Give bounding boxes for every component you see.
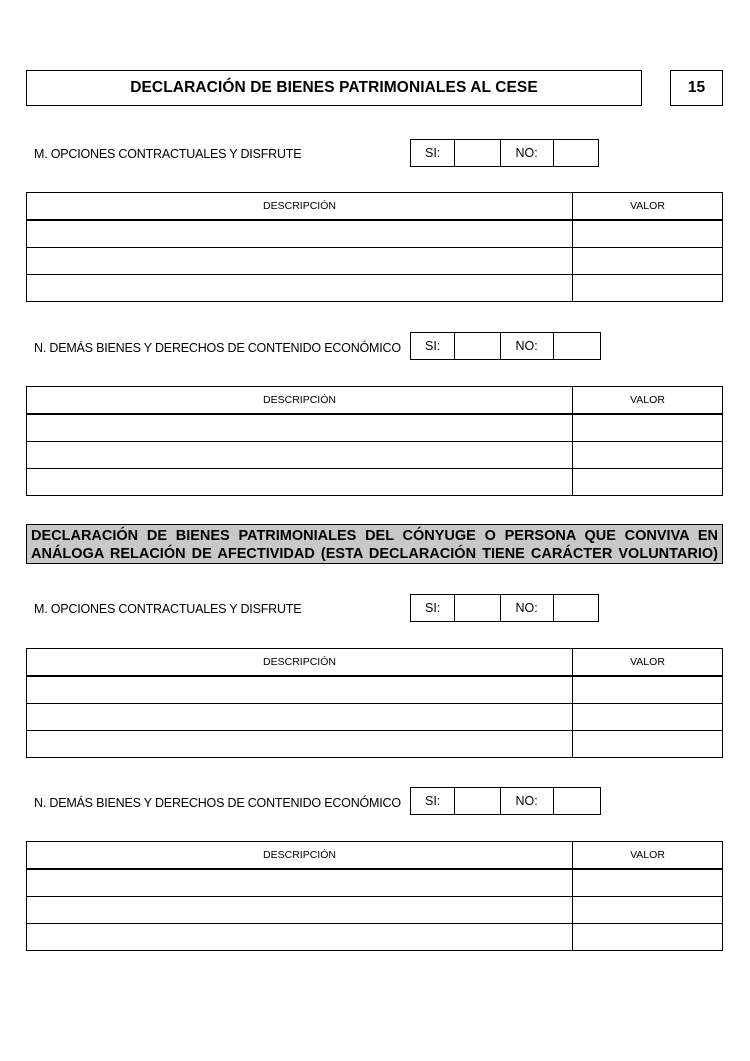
form-title: DECLARACIÓN DE BIENES PATRIMONIALES AL CESE <box>130 79 538 96</box>
descripcion-field[interactable] <box>27 731 573 757</box>
table-n-spouse <box>26 841 723 951</box>
col-valor: VALOR <box>630 849 665 861</box>
si-checkbox[interactable] <box>454 333 500 359</box>
valor-field[interactable] <box>573 275 722 301</box>
descripcion-field[interactable] <box>27 415 573 441</box>
no-checkbox[interactable] <box>553 595 598 621</box>
section-label-m-spouse: M. OPCIONES CONTRACTUALES Y DISFRUTE <box>34 602 302 616</box>
spouse-declaration-banner <box>26 524 723 564</box>
table-row <box>27 896 722 923</box>
section-label-n: N. DEMÁS BIENES Y DERECHOS DE CONTENIDO ECONÓMICO <box>34 341 401 355</box>
table-n <box>26 386 723 496</box>
page-number-box <box>670 70 723 106</box>
si-label: SI: <box>425 794 441 808</box>
col-descripcion: DESCRIPCIÓN <box>27 193 573 219</box>
table-m-spouse <box>26 648 723 758</box>
valor-field[interactable] <box>573 731 722 757</box>
descripcion-field[interactable] <box>27 221 573 247</box>
valor-field[interactable] <box>573 469 722 495</box>
valor-field[interactable] <box>573 870 722 896</box>
col-descripcion: DESCRIPCIÓN <box>27 842 573 868</box>
section-label-m: M. OPCIONES CONTRACTUALES Y DISFRUTE <box>34 147 302 161</box>
col-valor: VALOR <box>630 200 665 212</box>
table-m <box>26 192 723 302</box>
descripcion-field[interactable] <box>27 924 573 950</box>
si-label: SI: <box>425 601 441 615</box>
table-header <box>27 842 722 870</box>
section-label-n-spouse: N. DEMÁS BIENES Y DERECHOS DE CONTENIDO ECONÓMICO <box>34 796 401 810</box>
valor-field[interactable] <box>573 442 722 468</box>
descripcion-field[interactable] <box>27 248 573 274</box>
form-title-box <box>26 70 642 106</box>
valor-field[interactable] <box>573 248 722 274</box>
descripcion-field[interactable] <box>27 897 573 923</box>
si-label: SI: <box>425 339 441 353</box>
no-label: NO: <box>515 601 538 615</box>
descripcion-field[interactable] <box>27 677 573 703</box>
table-row <box>27 274 722 301</box>
yes-no-box <box>410 139 599 167</box>
col-descripcion: DESCRIPCIÓN <box>27 387 573 413</box>
descripcion-field[interactable] <box>27 442 573 468</box>
table-header <box>27 649 722 677</box>
si-checkbox[interactable] <box>454 788 500 814</box>
no-label: NO: <box>515 146 538 160</box>
no-label: NO: <box>515 794 538 808</box>
no-checkbox[interactable] <box>553 788 600 814</box>
table-row <box>27 415 722 441</box>
no-label: NO: <box>515 339 538 353</box>
descripcion-field[interactable] <box>27 704 573 730</box>
banner-line-1: DECLARACIÓN DE BIENES PATRIMONIALES DEL CÓNYUGE O PERSONA QUE CONVIVA EN <box>31 528 718 544</box>
valor-field[interactable] <box>573 677 722 703</box>
col-valor: VALOR <box>630 656 665 668</box>
no-checkbox[interactable] <box>553 333 600 359</box>
valor-field[interactable] <box>573 704 722 730</box>
valor-field[interactable] <box>573 897 722 923</box>
table-row <box>27 468 722 495</box>
table-row <box>27 870 722 896</box>
si-label: SI: <box>425 146 441 160</box>
descripcion-field[interactable] <box>27 275 573 301</box>
valor-field[interactable] <box>573 924 722 950</box>
descripcion-field[interactable] <box>27 870 573 896</box>
table-header <box>27 387 722 415</box>
table-row <box>27 221 722 247</box>
yes-no-box <box>410 332 601 360</box>
col-descripcion: DESCRIPCIÓN <box>27 649 573 675</box>
col-valor: VALOR <box>630 394 665 406</box>
page-number: 15 <box>687 79 706 96</box>
table-row <box>27 730 722 757</box>
valor-field[interactable] <box>573 415 722 441</box>
table-row <box>27 923 722 950</box>
table-row <box>27 441 722 468</box>
yes-no-box <box>410 594 599 622</box>
si-checkbox[interactable] <box>454 140 500 166</box>
no-checkbox[interactable] <box>553 140 598 166</box>
descripcion-field[interactable] <box>27 469 573 495</box>
table-header <box>27 193 722 221</box>
table-row <box>27 703 722 730</box>
si-checkbox[interactable] <box>454 595 500 621</box>
yes-no-box <box>410 787 601 815</box>
table-row <box>27 677 722 703</box>
valor-field[interactable] <box>573 221 722 247</box>
table-row <box>27 247 722 274</box>
banner-line-2: ANÁLOGA RELACIÓN DE AFECTIVIDAD (ESTA DECLARACIÓN TIENE CARÁCTER VOLUNTARIO) <box>31 546 718 562</box>
